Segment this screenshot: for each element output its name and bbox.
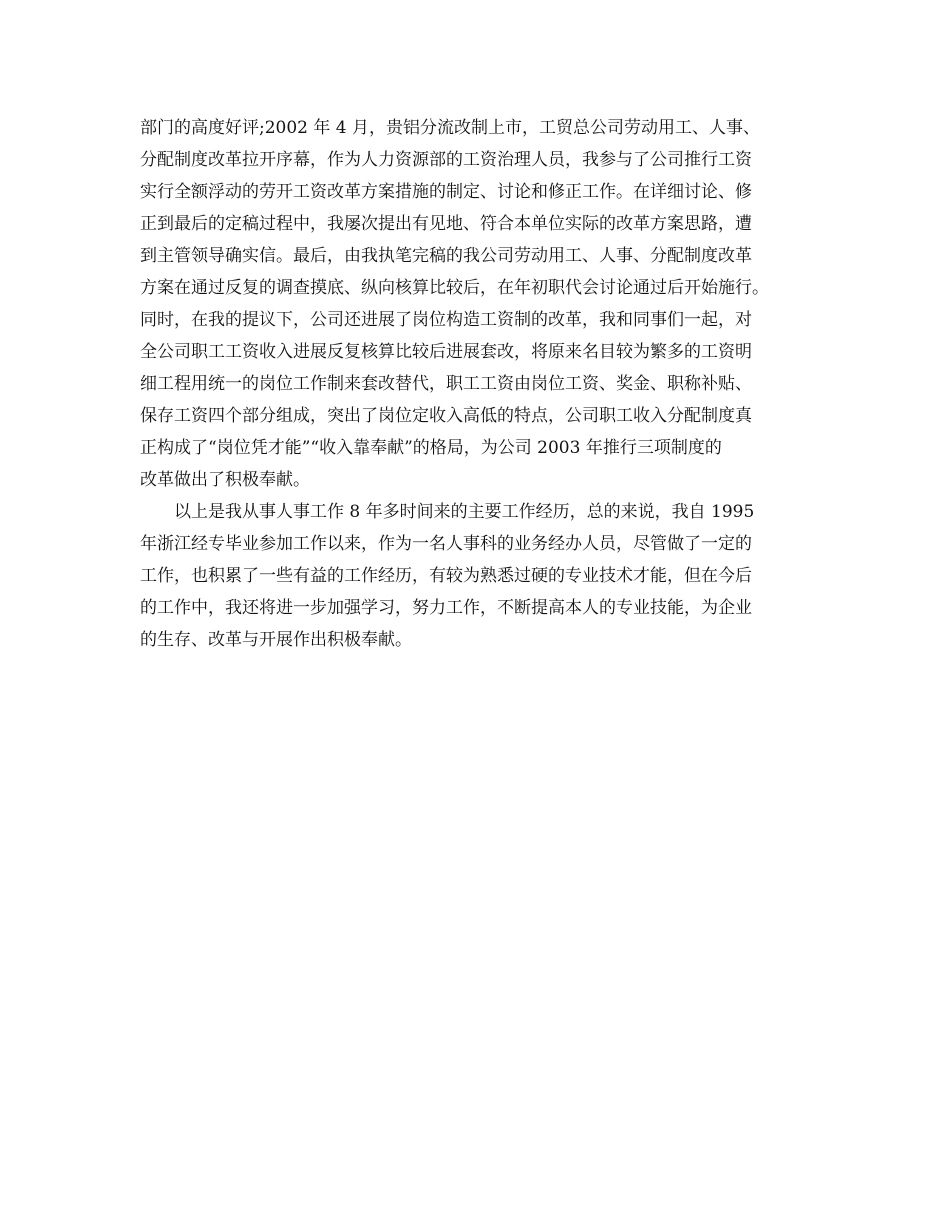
text-line: 的工作中，我还将进一步加强学习，努力工作，不断提高本人的专业技能，为企业: [140, 598, 752, 618]
text-line: 实行全额浮动的劳开工资改革方案措施的制定、讨论和修正工作。在详细讨论、修: [140, 182, 752, 202]
text-line: 年浙江经专毕业参加工作以来，作为一名人事科的业务经办人员，尽管做了一定的: [140, 534, 752, 554]
text-line: 正到最后的定稿过程中，我屡次提出有见地、符合本单位实际的改革方案思路，遭: [140, 214, 752, 234]
text-line: 细工程用统一的岗位工作制来套改替代，职工工资由岗位工资、奖金、职称补贴、: [140, 374, 752, 394]
text-line: 以上是我从事人事工作 8 年多时间来的主要工作经历，总的来说，我自 1995: [174, 502, 755, 522]
text-line: 部门的高度好评;2002 年 4 月，贵铝分流改制上市，工贸总公司劳动用工、人事、: [140, 118, 761, 138]
text-line: 改革做出了积极奉献。: [140, 470, 310, 490]
text-line: 正构成了“岗位凭才能”“收入靠奉献”的格局，为公司 2003 年推行三项制度的: [140, 438, 722, 458]
text-line: 全公司职工工资收入进展反复核算比较后进展套改，将原来名目较为繁多的工资明: [140, 342, 752, 362]
text-line: 到主管领导确实信。最后，由我执笔完稿的我公司劳动用工、人事、分配制度改革: [140, 246, 752, 266]
paragraph-1: [140, 112, 830, 496]
text-line: 同时，在我的提议下，公司还进展了岗位构造工资制的改革，我和同事们一起，对: [140, 310, 752, 330]
text-line: 的生存、改革与开展作出积极奉献。: [140, 630, 412, 650]
text-line: 分配制度改革拉开序幕，作为人力资源部的工资治理人员，我参与了公司推行工资: [140, 150, 752, 170]
text-line: 方案在通过反复的调查摸底、纵向核算比较后，在年初职代会讨论通过后开始施行。: [140, 278, 769, 298]
document-body: [140, 112, 830, 656]
text-line: 工作，也积累了一些有益的工作经历，有较为熟悉过硬的专业技术才能，但在今后: [140, 566, 752, 586]
paragraph-2: [140, 496, 830, 656]
text-line: 保存工资四个部分组成，突出了岗位定收入高低的特点，公司职工收入分配制度真: [140, 406, 752, 426]
